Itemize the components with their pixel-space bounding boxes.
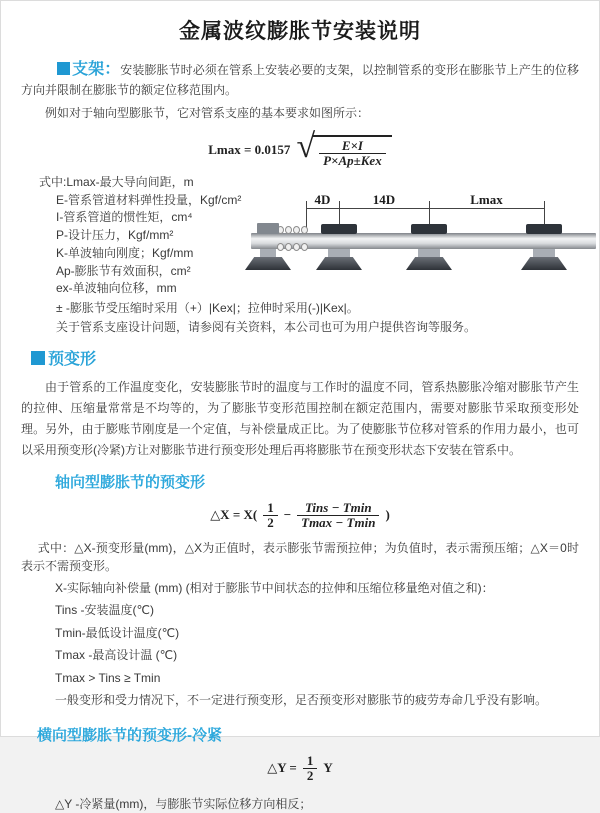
anchor-support-block: [257, 223, 279, 234]
guide-support-clamp: [411, 224, 447, 234]
coil-icon: [293, 243, 300, 251]
tmin-line: Tmin-最低设计温度(℃): [55, 625, 180, 640]
fraction: [319, 139, 386, 168]
fraction-numerator: Tins − Tmin: [304, 499, 372, 515]
page-title: 金属波纹膨胀节安装说明: [179, 20, 421, 43]
dim-label-4d: 4D: [314, 192, 331, 207]
coil-icon: [277, 243, 284, 251]
coil-icon: [293, 226, 300, 234]
definition-line: I-管系管道的惯性矩，cm⁴: [56, 210, 193, 225]
fraction-numerator: 1: [306, 752, 314, 768]
support-base: [316, 257, 362, 270]
coil-icon: [301, 243, 308, 251]
definition-line: K-单波轴向刚度；Kgf/mm: [56, 245, 194, 260]
support-pedestal: [260, 249, 276, 258]
support-base: [406, 257, 452, 270]
bellows-coils: [277, 243, 308, 251]
fraction-numerator: 1: [267, 499, 274, 515]
support-base: [245, 257, 291, 270]
tins-line: Tins -安装温度(℃): [55, 603, 155, 618]
dy-definition-line: △Y -冷紧量(mm)，与膨胀节实际位移方向相反；: [55, 796, 312, 811]
dim-label-lmax: Lmax: [470, 192, 503, 207]
coil-icon: [301, 226, 308, 234]
minus-sign: −: [283, 507, 292, 523]
formula-dx-lhs: △X = X(: [210, 507, 258, 523]
formula-delta-x: [1, 501, 599, 530]
radical-body: [313, 135, 392, 168]
inequality-line: Tmax > Tins ≥ Tmin: [55, 670, 161, 685]
blue-square-bullet-icon: [31, 351, 45, 365]
formula-delta-y: [1, 754, 599, 783]
preform-heading-text: 预变形: [48, 350, 97, 368]
fraction-half: [263, 501, 278, 530]
fraction-denominator: 2: [303, 768, 318, 783]
axial-preform-heading: 轴向型膨胀节的预变形: [55, 473, 206, 491]
support-pedestal: [418, 249, 440, 258]
formula-lmax: [1, 128, 599, 168]
formula-lmax-lhs: Lmax = 0.0157: [208, 142, 291, 157]
support-pedestal: [328, 249, 350, 258]
guide-support-clamp: [526, 224, 562, 234]
tmax-line: Tmax -最高设计温 (℃): [55, 648, 178, 663]
support-spacing-diagram: [251, 193, 596, 288]
fraction-half: [303, 754, 318, 783]
preform-paragraph: 由于管系的工作温度变化，安装膨胀节时的温度与工作时的温度不同，管系热膨胀冷缩对膨胀节产生的拉伸、压缩量常常是不均等的，为了膨胀节变形范围控制在额定范围内，需要对膨胀节采取预变形处理。另外，由于膨账节刚度是一个定值，与补偿量成正比。为了使膨胀节位移对管系的作用力最小，也可以采用预变形(冷紧)方让对膨胀节进行预变形处理后再将膨胀节在预变形状态下安装在管系中。: [21, 379, 579, 457]
formula-dy-rhs: Y: [323, 760, 333, 776]
definition-line: ex-单波轴向位移，mm: [56, 281, 177, 296]
plus-minus-note: ± -膨胀节受压缩时采用（+）|Kex|；拉伸时采用(-)|Kex|。: [56, 300, 359, 315]
coil-icon: [285, 243, 292, 251]
guide-support-clamp: [321, 224, 357, 234]
definition-line: E-管系管道材料弹性投量，Kgf/cm²: [56, 192, 242, 207]
axial-shizhong-paragraph: 式中：△X-预变形量(mm)，△X为正值时，表示膨张节需预拉伸；为负值时，表示需预压缩；△X＝0时表示不需预变形。: [21, 540, 579, 573]
fraction-denominator: 2: [263, 515, 278, 530]
preform-section-heading: [31, 351, 599, 369]
general-note-line: 一般变形和受力情况下，不一定进行预变形，足否预变形对膨胀节的疲劳寿命几乎没有影响。: [55, 693, 548, 708]
support-example-line: 例如对于轴向型膨胀节，它对管系支座的基本要求如图所示：: [45, 106, 370, 120]
support-intro-text: 安装膨胀节时必须在管系上安装必要的支架，以控制管系的变形在膨胀节上产生的位移方向并限制在膨胀节的额定位移范围内。: [21, 63, 579, 97]
fraction-denominator: Tmax − Tmin: [297, 515, 379, 530]
dim-label-14d: 14D: [372, 192, 396, 207]
fraction-temperature: [297, 501, 379, 530]
right-paren: ): [385, 507, 390, 523]
radical-sign-icon: √: [296, 128, 316, 165]
support-section-heading: 支架：: [72, 61, 121, 78]
transverse-preform-heading: 横向型膨胀节的预变形-冷紧: [37, 726, 222, 744]
sqrt-radical: [296, 128, 391, 168]
fraction-numerator: E×I: [341, 138, 363, 153]
blue-square-bullet-icon: [57, 62, 70, 75]
dimension-line: [306, 208, 544, 209]
support-intro-paragraph: [21, 60, 579, 100]
support-pedestal: [533, 249, 555, 258]
fraction-denominator: P×Ap±Kex: [319, 153, 386, 168]
definition-line: Ap-膨胀节有效面积，cm²: [56, 263, 191, 278]
definition-line: P-设计压力，Kgf/mm²: [56, 228, 174, 243]
consult-note: 关于管系支座设计问题，请参阅有关资料，本公司也可为用户提供咨询等服务。: [56, 319, 477, 334]
formula-dy-lhs: △Y =: [267, 760, 297, 776]
definition-line: 式中:Lmax-最大导向间距，m: [39, 175, 194, 189]
coil-icon: [285, 226, 292, 234]
x-definition-line: X-实际轴向补偿量 (mm) (相对于膨胀节中间状态的拉伸和压缩位移量绝对值之和)：: [55, 580, 494, 595]
support-base: [521, 257, 567, 270]
bellows-coils: [277, 226, 308, 234]
